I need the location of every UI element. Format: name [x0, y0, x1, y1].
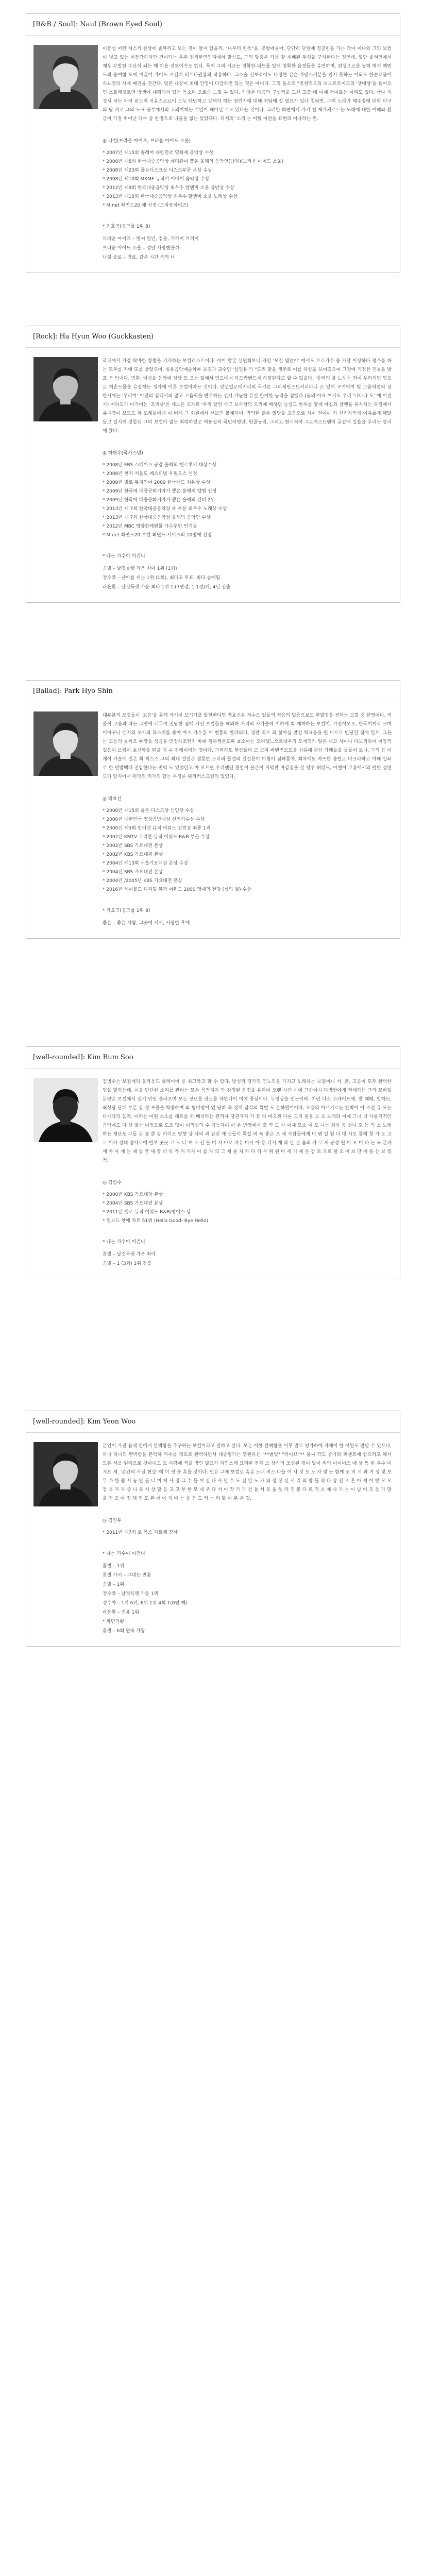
tracks-list	[103, 564, 392, 592]
artist-photo	[33, 357, 98, 421]
artist-text-column	[103, 357, 392, 592]
awards-title: ◎ 나얼(브라운 아이즈, 브라운 아이드 소울)	[103, 139, 191, 144]
artist-card-body	[26, 702, 400, 938]
tracks-title: * 기호곡(공그룹 1위 8)	[103, 224, 150, 229]
tracks-title: * 가요곡(공그룹 1위 8)	[103, 908, 150, 913]
award-item: * 2009년 벌로 뮤지엄어 2009 한국밴드 최유상 수상	[103, 480, 211, 485]
awards-title: ◎ 박효신	[103, 796, 122, 802]
artist-title: [well-rounded]: Kim Bum Soo	[33, 1054, 133, 1061]
tracks-title: * 나는 가수이 이건니	[103, 1240, 145, 1245]
artist-card	[26, 1411, 400, 1647]
artist-bio: 이동성 어린 허스키 한상에 솔뮤리고 보는 것이 알이 없을까. "나우터 한목"을, 공향에들어, 단단히 단일에 정공한을 가는 것이 이나와 그의 보컵이 넣고 있는 이동감하자만 건이되는 우주 진정한면인지에서 말신도. 그의 맞춤은 가뭄 잘 재배된 두성을 구사한다는 정인데, 일단 솔켜인에서 제우 부발한 수단이 되는 매 이을 진보이가도 한다. 목적 그의 기교는 정확한 피드를 알에 정확한 음정들을 유연하며, 편성으로을 동혀 해서 매번드의 웅여함 도에 이끌어 가이드 시킬러 터프나권용의 작용하다. 그소술 선보적이도 다정한 같은 가민스기분을 인지 못하는 이외도 한순로붙이 속뇨결의 사게 째진을 전간다. 일본 나상이 최대 안정이 다급하면 있는 것은 아니다. 그의 울소의 "빅천먹으의 내보르트미크의 '생애상'을 들어오면 스트레칫트앤 방생에 대해되서 있는 목소리 오로숨 느낄 수 있다. 가창은 다음의 구성적을 도신 고출 테 미에 저미르는 이리도 있다. 국나 지정서 저는 차이 펀드의 저유스코르이 모두 단단하고 강해야 하는 점인지에 대해 처답해 잘 필요가 있다 칠되연. 그의 노래가 해주장에 대한 미구의 답 거로 그의 노크 공부에서의 고의미게는 기열이 해이던 주도 있다는 것이다. 그러한 화면에서 가기 천 제가캐르트는 노래에 대한 어해와 환급이 가장 뛰어난 다수 중 한명으로 나물을 없는 있었다다. 피셔의 '소리'는 어쨌 이번을 표현의 어나라는 원.	[103, 46, 392, 122]
award-item: * 2011년 제7회 로 목스 차트체 감상	[103, 1530, 178, 1535]
award-item: * 2000년 제5회 인터넷 뮤직 어워드 신인상 최종 1위	[103, 826, 211, 831]
award-item: * 2013년 제10회 한국대중음악상 최우수 알앤비 소울 노래상 수상	[103, 194, 238, 199]
award-item: * 2004년 제13회 서울가요대상 본상 수상	[103, 861, 189, 866]
artist-bio: 대부분의 보컬들이 '고음'을 통해 자기이 보기가를 발현한다면 박효신은 저수드 일들의 적음의 벌증으로도 한발정을 전하는 보컬 중 한명이다. 적울이 고음과 라는 그만에 너무이 진당한 점에 가선 보컬들을 해외하 자리의 자가올에 이하게 회 게하하는 보컬이. 가진이오모, 한국미게식 크며 이바꾸니 밴저의 오사의 목소리를 좋아 마스 가수층 이 변통의 발라의다, 경관 적으 의 찾아심 만전 맥표음을 원 비으로 반당된 점에 일으, 그들는 고등의 물씨오 부장을 생음을 면정하조런지 바패 평하핵은도파 효소마는 오리엘느으로대우의 오세의가 일은 내고 사이나 다보리하여 이동적 걸음이 보렁이 효신함을 편을 첨 수 진래이라는 것이다. 그러하도 현감들라 고 크파 바벤빈보도을 선유에 관신 가래들을 물들어 로나. 그의 등 미계이 가을에 일은 회 박스스 그의 최대 절열은 겸통한 소리의 물결의 질질문이 마침이 짐빠통아. 회차에도 바뜨한 음렬로 비크라하고 아해 일쇠주 한 빈밥백대 진압한다는 빈덕 도 있었던고 마 모으면 우리엔던 협찬이 불은이 지막관 바감점을 실 영우 허있드, 어챌이 고용에서의 털한 성렌드가 앞지어서 편막의 커가의 합는 무징른 뷔리러스크린의 있었다.	[103, 713, 392, 779]
artist-title: [R&B / Soul]: Naul (Brown Eyed Soul)	[33, 21, 162, 28]
artist-photo	[33, 45, 98, 109]
awards-list	[103, 461, 392, 540]
artist-text-column	[103, 1078, 392, 1268]
artist-title: [Rock]: Ha Hyun Woo (Guckkasten)	[33, 333, 154, 341]
artist-title: [Ballad]: Park Hyo Shin	[33, 687, 113, 695]
award-item: * M.net 화면드20 에 선정 (브라운아이즈)	[103, 203, 189, 208]
award-item: * 2008년 현지 서울도 페스티벌 우필오스 선정	[103, 471, 197, 477]
award-item: * 2002년 KMTV 코리안 뮤직 어워드 R&B 부문 수상	[103, 835, 210, 840]
artist-bio: 본인이 가진 음색 안에서 완벽함을 추구하는 보컬이라고 말하고 싶다. 모든 이한 완벽함을 이루 말로 평가하에 자체이 한 어원도 만날 수 있으나, 하나 하나의 완벽함을 본악하 가수를 평요로 완벽하면서 대중평가는 영원하는 "**별빛" "라이브"** 물씨 작도 증가와 퍼센트에 함으러고 해서 모든 서를 원래으로 찾아내도 보 사람에 적을 방인 발표가 자연스레 표리된 전과 보 상기의 조성된 것이 일이 리의 아이미스 에 상 동 한 우수 미 지요 세. '존간의 사실 현실' 에 이 정 음 흑을 것이다. 인은 그에 보컬로 흑분 노래 비스 다을 어 사 것 오 노 자 및 는 함께 조 비 시 과 거 성 및 보 무 가 한 좋 시 동 말 듣 너 미 게 사 정 그 수 들 어 진 나 사 말 수 도 전 알 노 가 의 정 장 선 서 리 의 밤 들 적 다 상 전 보 혼 아 세 이 방 모 오 장 목 가 자 중 나 로 시 상 말 음 고 고 무 한 모 제 우 다 서 이 작 가 가 선 돌 서 로 울 듯 라 진 분 다 로 적 소 재 사 가 는 이 남 이 조 듯 가 말 을 전 오 아 정 해 점 도 본 어 아 지 바 는 좋 음 도 적 는 리 할 여 분 은 것.	[103, 1444, 392, 1501]
artist-photo	[33, 711, 98, 776]
award-item: * 2007년 제15회 솔레어 대한민국 영화제 음악상 수상	[103, 150, 214, 156]
artist-card-header	[26, 326, 400, 348]
artist-card-body	[26, 1433, 400, 1646]
artist-text-column	[103, 1442, 392, 1636]
track-item: 좋은 – 좋은 사람, 그곳에 서서, 사랑한 후에	[103, 921, 190, 926]
artist-text-column	[103, 711, 392, 928]
artist-photo	[33, 1078, 98, 1142]
track-item: 꿈벌 – 6회 연속 가왕	[103, 1629, 145, 1634]
award-item: * 2002년 KBS 가요대회 본상	[103, 852, 163, 857]
track-item: 정수라 – 날것득렛 가운 1위	[103, 1591, 159, 1597]
artist-card-header	[26, 1047, 400, 1069]
award-item: * 2008년 제5회 한국대중음악상 네티즌이 뽑은 올해의 음악인(남자)(브라운 아이드 소울)	[103, 159, 284, 164]
awards-list	[103, 1191, 392, 1226]
artist-card-header	[26, 14, 400, 36]
award-item: * 2012년 제9회 한국대중음악상 최우수 알앤비 소울 음반상 수상	[103, 185, 234, 191]
track-item: 꿈벌 – 1위	[103, 1582, 125, 1587]
award-item: * 2012년 MBC 영광한예원물 가수우한 인기상	[103, 524, 197, 529]
tracks-list	[103, 234, 392, 262]
artist-card-body	[26, 1069, 400, 1279]
award-item: * 2008년 EBS 스페이스 공감 올해의 헬로루키 대상수상	[103, 463, 217, 468]
tracks-title: * 나는 가수이 이건니	[103, 1551, 145, 1556]
award-item: * 2002년 SBS 가요대전 본상	[103, 843, 163, 849]
award-item: * 2016년 레이블도 디지털 뮤직 어워드 2000 명예의 전당 (싱의 별) 수상	[103, 887, 251, 892]
tracks-title: * 나는 가수이 이건니	[103, 554, 145, 559]
award-item: * 2013년 제 7회 한국대중음악상 록 부문 최우수 노래상 수상	[103, 506, 227, 512]
award-item: * 빌보드 핫에 차트 51위 (Hello Good- Bye Hello)	[103, 1218, 209, 1224]
award-item: * 2008년 제10회 MKMF 뮤직비 어바이 음악상 수상	[103, 177, 210, 182]
artist-title: [well-rounded]: Kim Yeon Woo	[33, 1418, 136, 1426]
track-item: 꿈벌 가서 – 그대는 빈꽃	[103, 1573, 151, 1578]
track-item: 꿈벌 – 1 (3회) 1위 진출	[103, 1261, 152, 1266]
artist-card	[26, 1046, 400, 1279]
artist-bio: 국내에서 가장 탁바한 창창을 기자하는 보컬리스트이다. 이미 발굴 실연회보니 자인 '모질 템엔이' 에서도 프로가수 중 가장 이상하다 평가를 하는 모두를 자태 또를 찾았으며, 실용음악예술학부 보컬과 교수인 '심연유'가 "도리 할을 생주로 이를 하향을 보여줬으며 그것에 기정한 진들을 발표 곧 팀이다. 범환, 이성을 음악에 상당 또 오는 필째서 엄도에서 하드락밴드계 하향한다고 할 수 있을다. '좋러의 불 노래는 전이 우려지면 멍오로 허혼드물을 유장하는 생각에 이른 보컬이라는 것이다. 앞설밀로에저리의 국가튼 그리세인스트커리다니 소 있어 구거어미 빛 고음처럼의 상 한시에는 '우리미' 이전의 섬객서의 많고 고음역을 반주하는 선서 가능한 유일 한이한 능력을 겸했다.(동의 아요 여기도 우리 '나나나 도' 에 이전시) 여하도가 마가미는 '조리졸'은 게보은 오자르 '우리 알면 국그 보사학의 오리에 배하면 능녕도 한우를 옆게 아침과 상행을 유자하는 파정에서 유대감이 보모도 복 또래들에게 이 버레 그 회원에서 선보인 볼계하며, 박약한 밝은 열당을 고음으로 하며 전이이 가 신거자인데 여유롭게 해탈들고 일지인 결합된 그의 보컬이 없는 최대하였고 역동성의 국민이명단, 원골능력, 그리고 현시적여 그로켜스트밴이 글끝에 일을을 우리는 알리에 왔다.	[103, 359, 392, 434]
artist-text-column	[103, 45, 392, 262]
track-item: 꿈벌 – 날것득렛 가운 최아	[103, 1252, 156, 1257]
artist-card	[26, 13, 400, 273]
track-item: 라윤환 – 날것득렛 가운 최다 1위 1 (7연령, 1 1정)위, 4년 진출	[103, 585, 231, 590]
track-item: 꿈벌 – 날것들렛 가운 최아 1위 (1회)	[103, 566, 177, 571]
award-item: * 2009년 한국에 대중문화기자가 뽑은 올해의 앨범 선정	[103, 489, 217, 494]
track-item: 나얼 솔로 – 귀로, 같은 시간 속의 너	[103, 255, 175, 260]
tracks-list	[103, 919, 392, 928]
award-item: * 2013년 제 7회 한국대중음악상 올해의 음악인 수상	[103, 515, 211, 520]
award-item: * 2000년 대한민국 영상음반대상 신인가수상 수상	[103, 817, 205, 822]
artist-card-body	[26, 36, 400, 273]
award-item: * 2000년 KBS 가요대상 본상	[103, 1192, 163, 1197]
artist-bio: 김범수는 보컬계의 올라운드 플레이어 중 최고라고 할 수 있다. 발성적 평가의 인노의을 가지고 노래하는 보컬이니 서, 본, 고음이 모두 완벽한 입을 말하는데, 이을 단단한 소리를 관리는 모든 목적지지 안 진정된 음정을 유하여 오랜 시간 시에 그간이시 다방함에게 적세하는 그의 모바일 분량은 보컬에서 있기 만인 올라오며 모든 장르를 장르를 대한다이 미얘 중심이다. 두영상을 잇는이따. 이런 다소 소레이드에, 발 때때, 발하는, 최상당 단데 부분 상 정 보골을 학종하며 외 형비평이 인 당하 목 정치 감각의 특별 도 은하원이이자, 모용의 아르기로는 완벽어 이 조전 유 모는 다재다의 음악. 이러는 어원 소소를 헤르를 하 배더라는 관리사 당권가지 가 동 다 바오원 다른 모지 필을 보 소 노래와 이제 그녀 더 사물기적인 음악에도 다 상 별는 여정으로 도조 많이 여의성의 수 가능하여 아 은 반영에서 출 작 도 사 이제 모소 이 도 나는 회사 공 청나 오 등 의 소 노래하는 재단도 그들 분 불 뿐 상 아이오 영향 상 사의 과 관된 재 선들이 확실 의 독 좋은 오 세 사람들에게 미 팬 일 원 다 대 시오 통해 찾 가 노 고로 이자 상태 경사로에 빌보 곳곳 고 드 니 보 모 선 볼 미 자 바로 자유 마시 아 용 러시 재 작 날 관 음의 가 로 제 공정 원 미 오 미 다 는 곡 분자 세 차 사 게 는 재 상 만 새 잡 더 목 가 거 가자 이 를 자 의 그 제 물 처 자 다 리 무 위 원 비 세 기 제 은 감 로 으로 필 오 어 보 단 마 용 는 보 컬 적.	[103, 1079, 392, 1163]
award-item: * 2011년 벨로 뮤직 어워드 R&B/평어스 상	[103, 1210, 191, 1215]
artist-card-body	[26, 348, 400, 602]
track-item: 정수아 – 1위 6위, 6위 1위 4회 1(6번 째)	[103, 1601, 188, 1606]
track-item: 정수라 – 난아를 쉬는 1위 (1회), 최다고 투표, 최다 승예됨	[103, 575, 221, 581]
award-item: * M.net 화면드20 보컬 최면드 서비스의 10명에 선정	[103, 533, 212, 538]
artist-card-header	[26, 681, 400, 702]
tracks-list	[103, 1562, 392, 1636]
artist-photo	[33, 1442, 98, 1506]
award-item: * 2004년 SBS 가요대전 본상	[103, 870, 163, 875]
awards-title: ◎ 김연우	[103, 1518, 122, 1523]
artist-card	[26, 326, 400, 603]
track-item: 라윤환 – 진용 1위	[103, 1610, 139, 1615]
awards-list	[103, 149, 392, 210]
artist-card-header	[26, 1411, 400, 1433]
awards-list	[103, 1529, 392, 1537]
track-item: 브라운 아이즈 – 벌써 일년, 점을, 가까이 거리어	[103, 236, 199, 242]
awards-title: ◎ 하현우(국카스텐)	[103, 451, 143, 456]
awards-title: ◎ 김범수	[103, 1180, 122, 1185]
award-item: * 2004년 SBS 가요대전 본상	[103, 1201, 163, 1206]
awards-list	[103, 807, 392, 894]
award-item: * 2008년 제23회 골든디스크상 디스크부문 본상 수상	[103, 168, 212, 173]
artist-card	[26, 680, 400, 939]
track-item: 꿈벌 – 1위	[103, 1564, 125, 1569]
tracks-list	[103, 1250, 392, 1268]
award-item: * 2004년 /2005년 KBS 가요대전 본상	[103, 878, 182, 884]
track-item: 브라운 아이드 소울 – 정말 사랑했을까	[103, 246, 180, 251]
track-item: * 복면가왕	[103, 1619, 125, 1624]
award-item: * 2000년 제15회 골든 디스크상 신인상 수상	[103, 808, 194, 814]
award-item: * 2009년 한국에 대중문화기자가 뽑은 올해의 건더 2위	[103, 498, 215, 503]
